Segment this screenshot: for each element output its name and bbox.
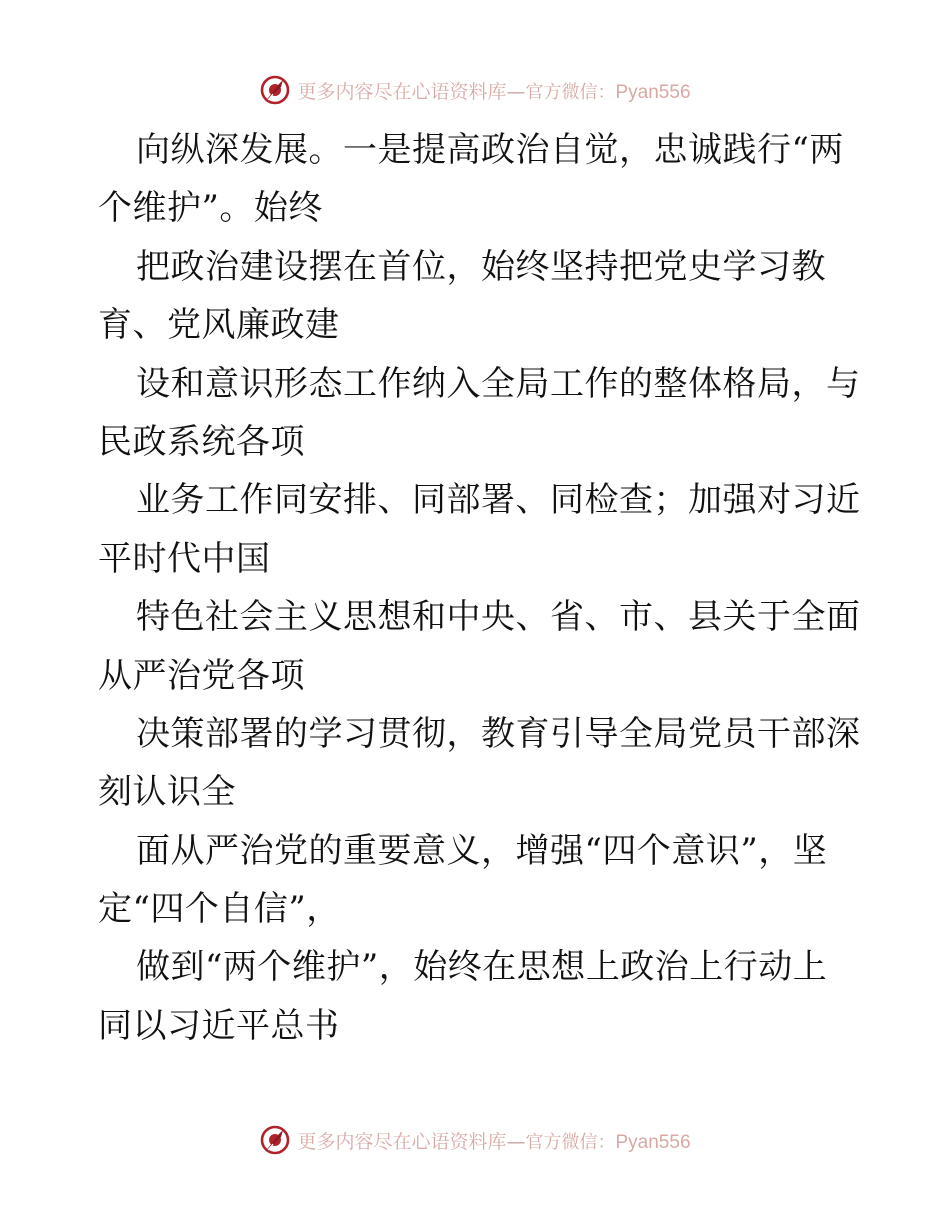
body-line: 同以习近平总书 bbox=[98, 1005, 340, 1046]
wechat-id: Pyan556 bbox=[615, 81, 691, 103]
body-line: 民政系统各项 bbox=[98, 421, 305, 462]
header-banner bbox=[0, 70, 950, 110]
wechat-label: 官方微信： bbox=[525, 81, 616, 103]
quill-seal-icon bbox=[259, 1124, 291, 1156]
body-line: 向纵深发展。一是提高政治自觉，忠诚践行“两 bbox=[136, 130, 844, 170]
document-body bbox=[98, 121, 861, 1055]
body-line: 业务工作同安排、同部署、同检查；加强对习近 bbox=[136, 480, 861, 521]
body-line: 面从严治党的重要意义，增强“四个意识”，坚 bbox=[136, 830, 828, 871]
banner-title: 更多内容尽在心语资料库 bbox=[297, 1130, 507, 1153]
footer-banner bbox=[0, 1120, 950, 1160]
quill-seal-icon bbox=[259, 74, 291, 106]
footer-banner-text bbox=[297, 1127, 690, 1154]
banner-separator: — bbox=[506, 80, 526, 103]
body-line: 把政治建设摆在首位，始终坚持把党史学习教 bbox=[136, 246, 826, 287]
banner-separator: — bbox=[506, 1130, 526, 1153]
body-line: 育、党风廉政建 bbox=[98, 305, 340, 346]
body-line: 定“四个自信”， bbox=[98, 889, 341, 930]
body-line: 平时代中国 bbox=[98, 538, 271, 579]
body-line: 决策部署的学习贯彻，教育引导全局党员干部深 bbox=[136, 713, 861, 754]
header-banner-text bbox=[297, 77, 690, 104]
body-line: 做到“两个维护”，始终在思想上政治上行动上 bbox=[136, 947, 828, 988]
wechat-id: Pyan556 bbox=[615, 1131, 691, 1153]
body-line: 个维护”。始终 bbox=[98, 188, 323, 229]
body-line: 刻认识全 bbox=[98, 772, 236, 813]
body-line: 设和意识形态工作纳入全局工作的整体格局，与 bbox=[136, 363, 861, 404]
body-line: 从严治党各项 bbox=[98, 655, 305, 696]
body-line: 特色社会主义思想和中央、省、市、县关于全面 bbox=[136, 597, 861, 638]
banner-title: 更多内容尽在心语资料库 bbox=[297, 80, 507, 103]
wechat-label: 官方微信： bbox=[525, 1131, 616, 1153]
